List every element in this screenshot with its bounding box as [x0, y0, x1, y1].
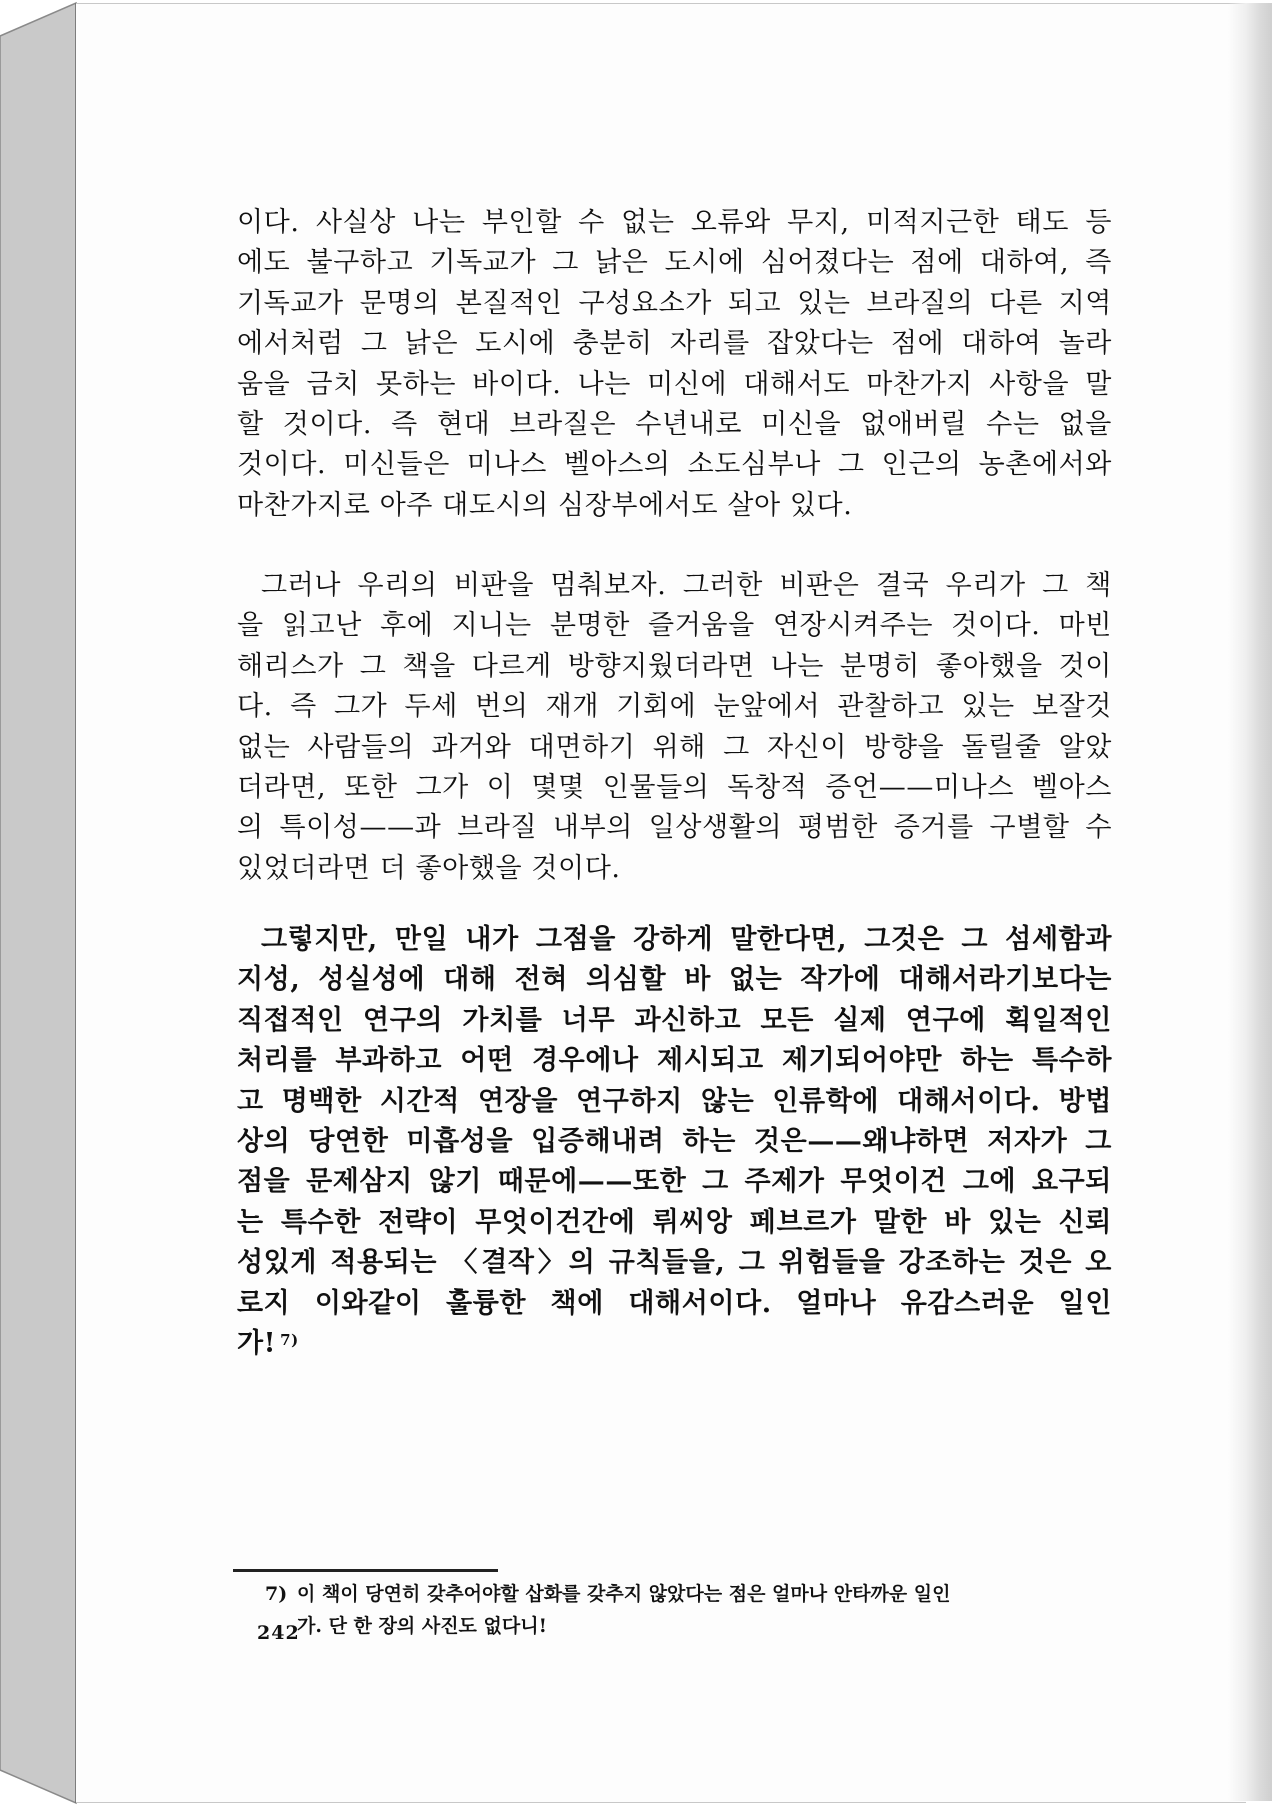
- text-line: 을 읽고난 후에 지니는 분명한 즐거움을 연장시켜주는 것이다. 마빈: [237, 610, 1112, 642]
- text-line: 것이다. 미신들은 미나스 벨아스의 소도심부나 그 인근의 농촌에서와: [237, 449, 1112, 481]
- text-line: 의 특이성——과 브라질 내부의 일상생활의 평범한 증거를 구별할 수: [237, 812, 1112, 844]
- footnote-divider: [233, 1569, 498, 1572]
- text-line: 할 것이다. 즉 현대 브라질은 수년내로 미신을 없애버릴 수는 없을: [237, 408, 1112, 440]
- text-line: 그러나 우리의 비판을 멈춰보자. 그러한 비판은 결국 우리가 그 책: [261, 570, 1112, 601]
- paragraph-1: [237, 203, 1112, 526]
- text-line: 는 특수한 전략이 무엇이건간에 뤼씨앙 페브르가 말한 바 있는 신뢰: [237, 1206, 1112, 1238]
- text-line: 더라면, 또한 그가 이 몇몇 인물들의 독창적 증언——미나스 벨아스: [237, 771, 1112, 803]
- text-line: 점을 문제삼지 않기 때문에——또한 그 주제가 무엇이건 그에 요구되: [237, 1166, 1112, 1198]
- text-line: 처리를 부과하고 어떤 경우에나 제시되고 제기되어야만 하는 특수하: [237, 1045, 1112, 1077]
- text-line: 그렇지만, 만일 내가 그점을 강하게 말한다면, 그것은 그 섬세함과: [261, 924, 1112, 955]
- text-line: 마찬가지로 아주 대도시의 심장부에서도 살아 있다.: [237, 489, 853, 521]
- footnote-line: 이 책이 당연히 갖추어야할 삽화를 갖추지 않았다는 점은 얼마나 안타까운 일인: [297, 1583, 951, 1605]
- text-line: 에서처럼 그 낡은 도시에 충분히 자리를 잡았다는 점에 대하여 놀라: [237, 328, 1112, 360]
- page-number: 242: [257, 1622, 300, 1644]
- text-line-with-footnote-ref: [237, 1324, 1112, 1364]
- text-line: 성있게 적용되는 〈결작〉의 규칙들을, 그 위험들을 강조하는 것은 오: [237, 1247, 1112, 1279]
- page-edge-shadow: [1228, 3, 1272, 1801]
- text-line: 해리스가 그 책을 다르게 방향지웠더라면 나는 분명히 좋아했을 것이: [237, 650, 1112, 682]
- text-line: 가!: [237, 1327, 277, 1359]
- text-line: 이다. 사실상 나는 부인할 수 없는 오류와 무지, 미적지근한 태도 등: [237, 207, 1112, 238]
- text-line: 상의 당연한 미흡성을 입증해내려 하는 것은——왜냐하면 저자가 그: [237, 1125, 1112, 1157]
- text-line: 다. 즉 그가 두세 번의 재개 기회에 눈앞에서 관찰하고 있는 보잘것: [237, 691, 1112, 723]
- text-line: 없는 사람들의 과거와 대면하기 위해 그 자신이 방향을 돌릴줄 알았: [237, 731, 1112, 763]
- text-line: 지성, 성실성에 대해 전혀 의심할 바 없는 작가에 대해서라기보다는: [237, 964, 1112, 996]
- text-line: 있었더라면 더 좋아했을 것이다.: [237, 852, 621, 884]
- footnote-line: 가. 단 한 장의 사진도 없다니!: [297, 1615, 547, 1637]
- footnote-reference: 7): [280, 1330, 299, 1349]
- text-line: 고 명백한 시간적 연장을 연구하지 않는 인류학에 대해서이다. 방법: [237, 1085, 1112, 1117]
- text-line: 에도 불구하고 기독교가 그 낡은 도시에 심어졌다는 점에 대하여, 즉: [237, 247, 1112, 279]
- text-line: 기독교가 문명의 본질적인 구성요소가 되고 있는 브라질의 다른 지역: [237, 287, 1112, 319]
- text-line: 직접적인 연구의 가치를 너무 과신하고 모든 실제 연구에 획일적인: [237, 1004, 1112, 1036]
- footnote-number: 7): [265, 1583, 288, 1605]
- text-line: 로지 이와같이 훌륭한 책에 대해서이다. 얼마나 유감스러운 일인: [237, 1287, 1112, 1319]
- paragraph-2: [237, 566, 1112, 889]
- footnote-7: [265, 1578, 1095, 1642]
- paragraph-3: [237, 920, 1112, 1364]
- text-line: 움을 금치 못하는 바이다. 나는 미신에 대해서도 마찬가지 사항을 말: [237, 368, 1112, 400]
